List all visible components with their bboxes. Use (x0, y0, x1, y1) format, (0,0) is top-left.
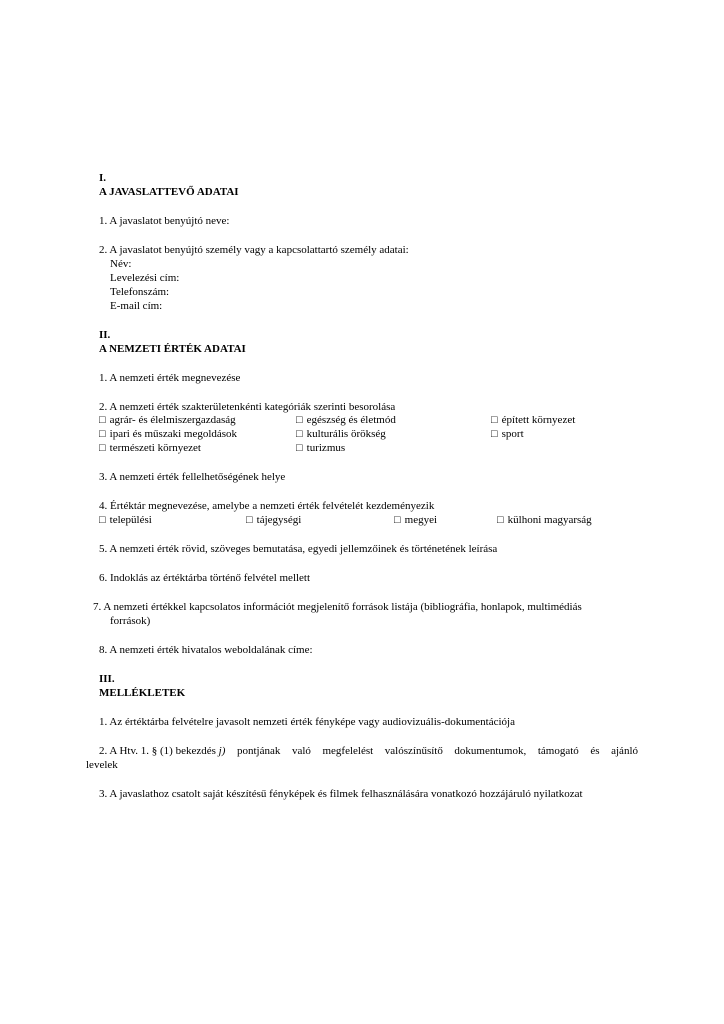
category-label: természeti környezet (109, 442, 201, 454)
registry-checkbox-regional[interactable] (246, 513, 301, 527)
s3-question-2-italic: j) (218, 745, 226, 757)
checkbox-icon: □ (99, 428, 106, 440)
section-2-title: A NEMZETI ÉRTÉK ADATAI (99, 343, 246, 355)
checkbox-icon: □ (296, 442, 303, 454)
category-label: turizmus (306, 442, 346, 454)
s2-question-8: 8. A nemzeti érték hivatalos weboldalának címe: (99, 644, 313, 656)
category-checkbox-tourism[interactable] (296, 441, 345, 455)
checkbox-icon: □ (296, 414, 303, 426)
registry-label: megyei (404, 514, 438, 526)
checkbox-icon: □ (296, 428, 303, 440)
s2-question-7-line-2: források) (110, 615, 151, 627)
registry-label: külhoni magyarság (507, 514, 592, 526)
s3-question-1: 1. Az értéktárba felvételre javasolt nemzeti érték fényképe vagy audiovizuális-dokumentációja (99, 716, 515, 728)
category-checkbox-health[interactable] (296, 413, 396, 427)
registry-checkbox-diaspora[interactable] (497, 513, 592, 527)
s3-question-2-part-1: 2. A Htv. 1. § (1) bekezdés (99, 745, 219, 757)
section-1-title: A JAVASLATTEVŐ ADATAI (99, 186, 239, 198)
s2-question-4: 4. Értéktár megnevezése, amelybe a nemzeti érték felvételét kezdeményezik (99, 500, 435, 512)
category-label: sport (501, 428, 524, 440)
section-1-roman: I. (99, 172, 107, 184)
checkbox-icon: □ (99, 414, 106, 426)
checkbox-icon: □ (246, 514, 253, 526)
category-checkbox-built-environment[interactable] (491, 413, 575, 427)
registry-label: tájegységi (256, 514, 302, 526)
s2-question-6: 6. Indoklás az értéktárba történő felvétel mellett (99, 572, 311, 584)
s3-question-2-line-2: levelek (86, 759, 118, 771)
category-label: agrár- és élelmiszergazdaság (109, 414, 236, 426)
category-checkbox-agriculture[interactable] (99, 413, 236, 427)
s3-question-3: 3. A javaslathoz csatolt saját készítésű fényképek és filmek felhasználására vonatkozó hozzájáruló nyilatkozat (99, 788, 583, 800)
field-address-label: Levelezési cím: (110, 272, 180, 284)
s2-question-7-line-1: 7. A nemzeti értékkel kapcsolatos információt megjelenítő források listája (bibliográfia, honlapok, multimédiás (93, 601, 582, 613)
category-checkbox-cultural-heritage[interactable] (296, 427, 386, 441)
category-label: egészség és életmód (306, 414, 396, 426)
checkbox-icon: □ (491, 428, 498, 440)
section-3-title: MELLÉKLETEK (99, 687, 186, 699)
s2-question-2: 2. A nemzeti érték szakterületenkénti kategóriák szerinti besorolása (99, 401, 396, 413)
checkbox-icon: □ (394, 514, 401, 526)
category-label: ipari és műszaki megoldások (109, 428, 238, 440)
registry-checkbox-local[interactable] (99, 513, 152, 527)
checkbox-icon: □ (99, 442, 106, 454)
category-checkbox-natural-environment[interactable] (99, 441, 201, 455)
category-label: épített környezet (501, 414, 576, 426)
registry-label: települési (109, 514, 152, 526)
field-name-label: Név: (110, 258, 132, 270)
s2-question-5: 5. A nemzeti érték rövid, szöveges bemutatása, egyedi jellemzőinek és történetének leírása (99, 543, 498, 555)
checkbox-icon: □ (497, 514, 504, 526)
registry-checkbox-county[interactable] (394, 513, 437, 527)
checkbox-icon: □ (99, 514, 106, 526)
category-label: kulturális örökség (306, 428, 386, 440)
category-checkbox-sport[interactable] (491, 427, 524, 441)
s1-question-2: 2. A javaslatot benyújtó személy vagy a kapcsolattartó személy adatai: (99, 244, 409, 256)
s2-question-3: 3. A nemzeti érték fellelhetőségének helye (99, 471, 286, 483)
s2-question-1: 1. A nemzeti érték megnevezése (99, 372, 241, 384)
checkbox-icon: □ (491, 414, 498, 426)
category-checkbox-industrial[interactable] (99, 427, 237, 441)
section-3-roman: III. (99, 673, 115, 685)
section-2-roman: II. (99, 329, 111, 341)
s1-question-1: 1. A javaslatot benyújtó neve: (99, 215, 230, 227)
s3-question-2-part-2: pontjának való megfelelést valószínűsítő dokumentumok, támogató és ajánló (225, 745, 638, 757)
s3-question-2-line-1 (99, 744, 638, 758)
field-phone-label: Telefonszám: (110, 286, 170, 298)
field-email-label: E-mail cím: (110, 300, 163, 312)
